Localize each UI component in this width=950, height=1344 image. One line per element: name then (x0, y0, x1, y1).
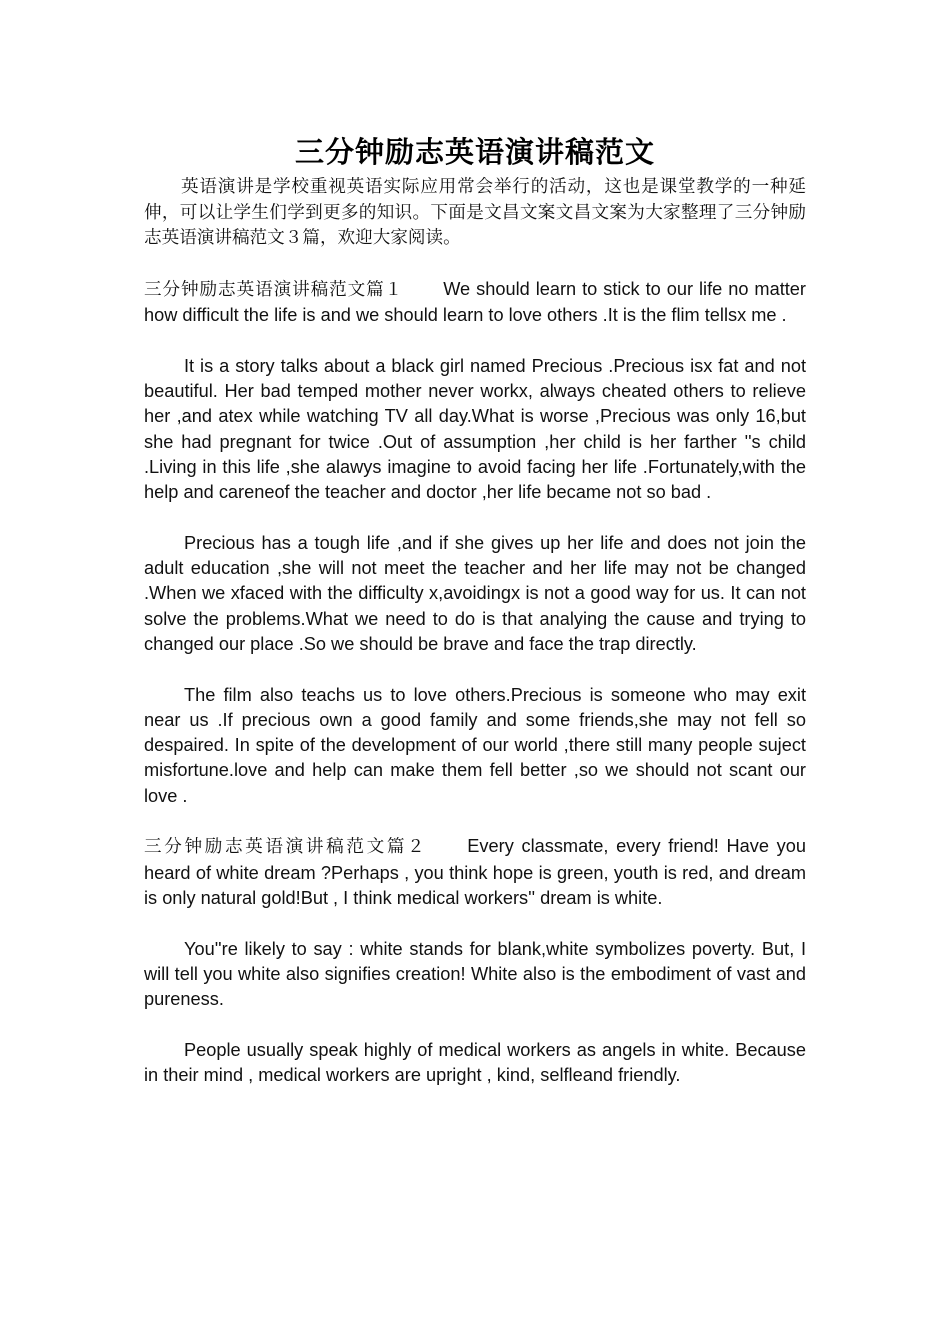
document-page (144, 130, 806, 1088)
body-paragraph: It is a story talks about a black girl named Precious .Precious isx fat and not beautiful. Her bad temped mother never workx, always cheated others to relieve her ,and atex while watching TV all day.What is worse ,Precious was only 16,but she had pregnant for twice .Out of assumption ,her child is her farther ''s child .Living in this life ,she alawys imagine to avoid facing her life .Fortunately,with the help and careneof the teacher and doctor ,her life became not so bad . (144, 355, 806, 503)
body-paragraph: People usually speak highly of medical workers as angels in white. Because in their mind , medical workers are upright , kind, selfleand friendly. (144, 1039, 806, 1085)
body-paragraph: Precious has a tough life ,and if she gives up her life and does not join the adult education ,she will not meet the teacher and her life may not be changed .When we xfaced with the difficulty x,avoidingx is not a good way for us. It can not solve the problems.What we need to do is that analying the cause and trying to changed our place .So we should be brave and face the trap directly. (144, 532, 806, 654)
body-paragraph: The film also teachs us to love others.Precious is someone who may exit near us .If precious own a good family and some friends,she may not fell so despaired. In spite of the development of our world ,there still many people suject misfortune.love and help can make them fell better ,so we should not scant our love . (144, 684, 806, 806)
section-1-heading: 三分钟励志英语演讲稿范文篇１ (144, 279, 404, 300)
section-2-heading: 三分钟励志英语演讲稿范文篇２ (144, 837, 428, 858)
document-title: 三分钟励志英语演讲稿范文 (294, 135, 655, 169)
intro-paragraph: 英语演讲是学校重视英语实际应用常会举行的活动，这也是课堂教学的一种延伸，可以让学生们学到更多的知识。下面是文昌文案文昌文案为大家整理了三分钟励志英语演讲稿范文３篇，欢迎大家阅读。 (144, 177, 806, 248)
body-paragraph: You''re likely to say : white stands for blank,white symbolizes poverty. But, I will tell you white also signifies creation! White also is the embodiment of vast and pureness. (144, 938, 806, 1010)
section-2-text: Every classmate, every friend! Have you heard of white dream ?Perhaps , you think hope is green, youth is red, and dream is only natural gold!But , I think medical workers'' dream is white. (144, 836, 806, 908)
section-2-paragraph (144, 834, 806, 911)
section-1-paragraph (144, 277, 806, 329)
section-1-text: We should learn to stick to our life no matter how difficult the life is and we should learn to love others .It is the flim tellsx me . (144, 278, 806, 326)
